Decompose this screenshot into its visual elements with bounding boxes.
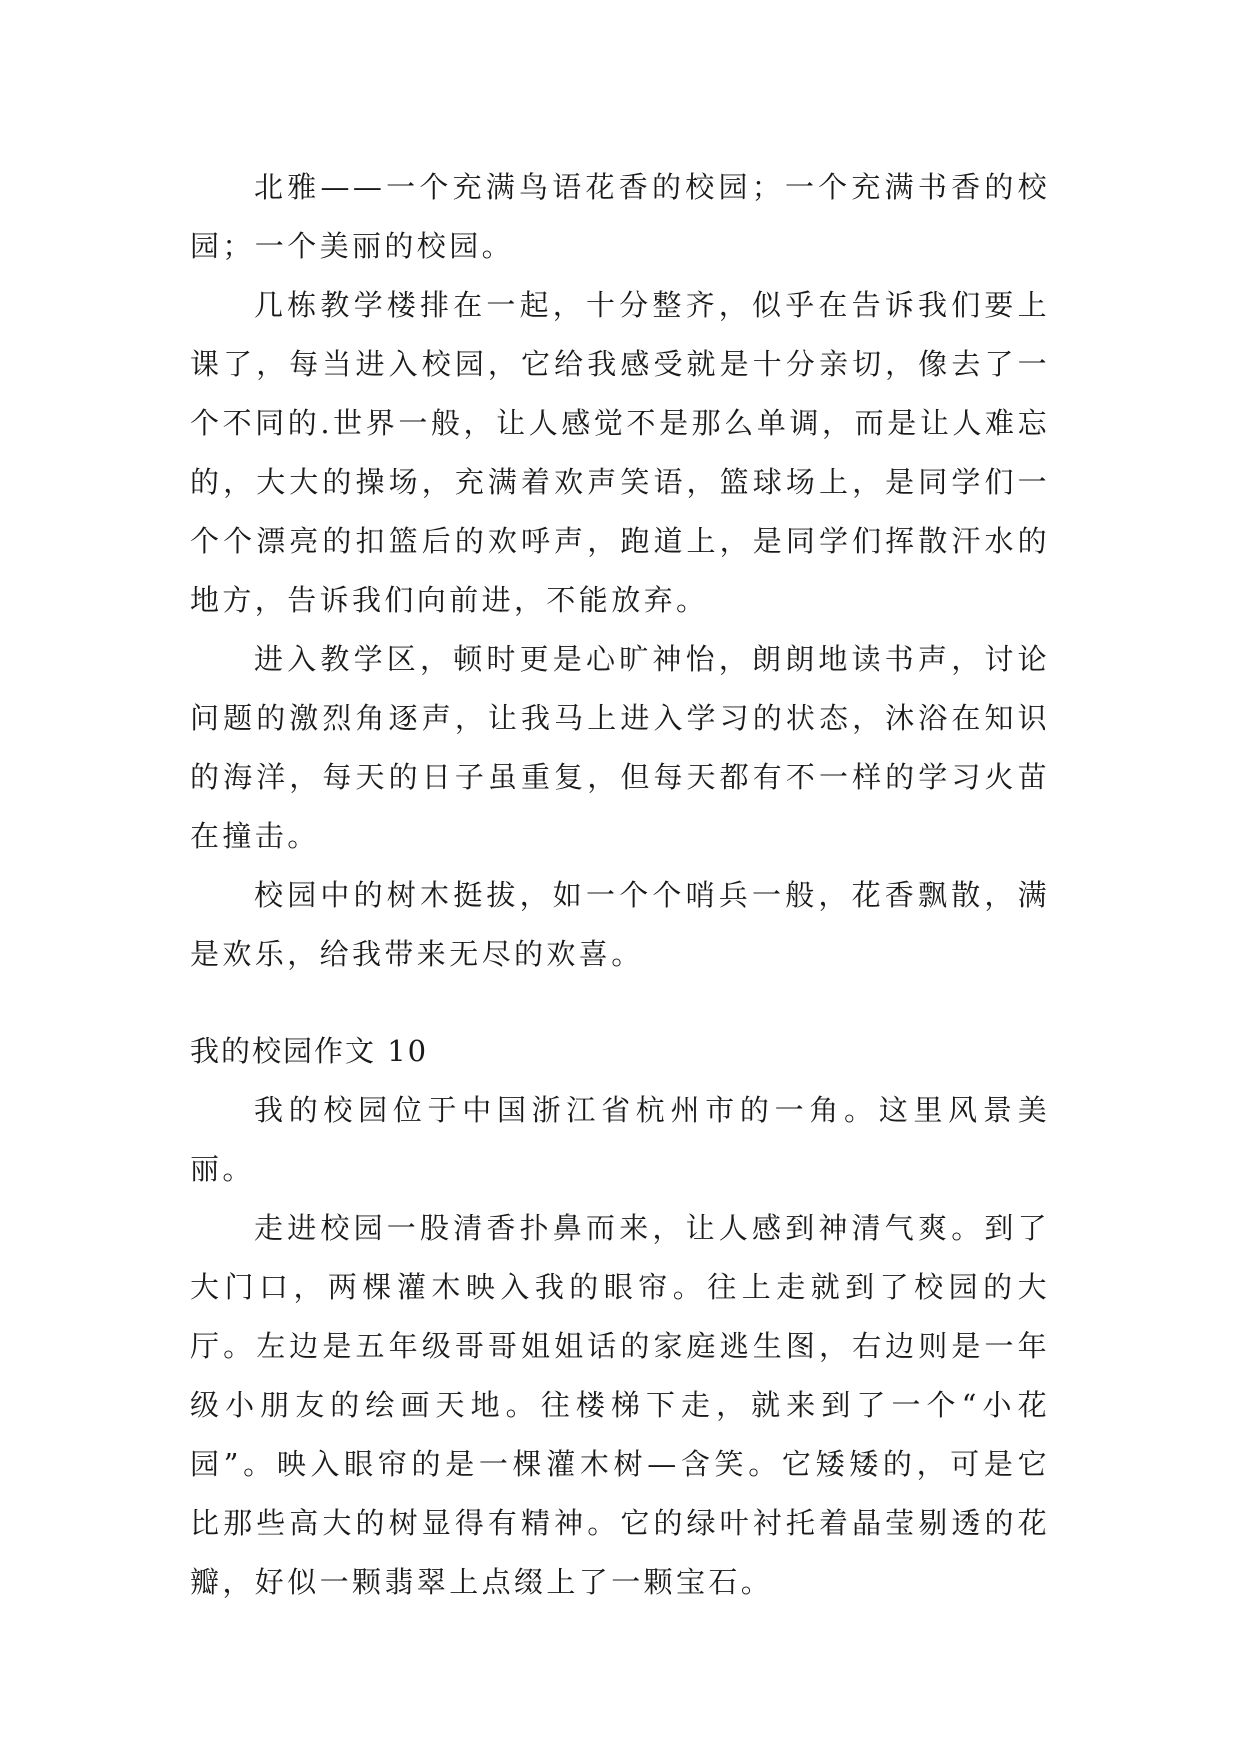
- paragraph: 走进校园一股清香扑鼻而来，让人感到神清气爽。到了大门口，两棵灌木映入我的眼帘。往上走就到了校园的大厅。左边是五年级哥哥姐姐话的家庭逃生图，右边则是一年级小朋友的绘画天地。往楼梯下走，就来到了一个“小花园”。映入眼帘的是一棵灌木树—含笑。它矮矮的，可是它比那些高大的树显得有精神。它的绿叶衬托着晶莹剔透的花瓣，好似一颗翡翠上点缀上了一颗宝石。: [190, 1211, 1050, 1599]
- paragraph: 几栋教学楼排在一起，十分整齐，似乎在告诉我们要上课了，每当进入校园，它给我感受就是十分亲切，像去了一个不同的.世界一般，让人感觉不是那么单调，而是让人难忘的，大大的操场，充满着欢声笑语，篮球场上，是同学们一个个漂亮的扣篮后的欢呼声，跑道上，是同学们挥散汗水的地方，告诉我们向前进，不能放弃。: [190, 288, 1050, 617]
- section-two: [190, 1022, 1050, 1612]
- paragraph: 校园中的树木挺拔，如一个个哨兵一般，花香飘散，满是欢乐，给我带来无尽的欢喜。: [190, 878, 1050, 971]
- paragraph: 我的校园位于中国浙江省杭州市的一角。这里风景美丽。: [190, 1093, 1050, 1186]
- essay-heading: 我的校园作文 10: [190, 1034, 429, 1068]
- paragraph: 进入教学区，顿时更是心旷神怡，朗朗地读书声，讨论问题的激烈角逐声，让我马上进入学习的状态，沐浴在知识的海洋，每天的日子虽重复，但每天都有不一样的学习火苗在撞击。: [190, 642, 1050, 853]
- section-one: [190, 158, 1050, 984]
- paragraph: 北雅——一个充满鸟语花香的校园；一个充满书香的校园；一个美丽的校园。: [190, 170, 1050, 263]
